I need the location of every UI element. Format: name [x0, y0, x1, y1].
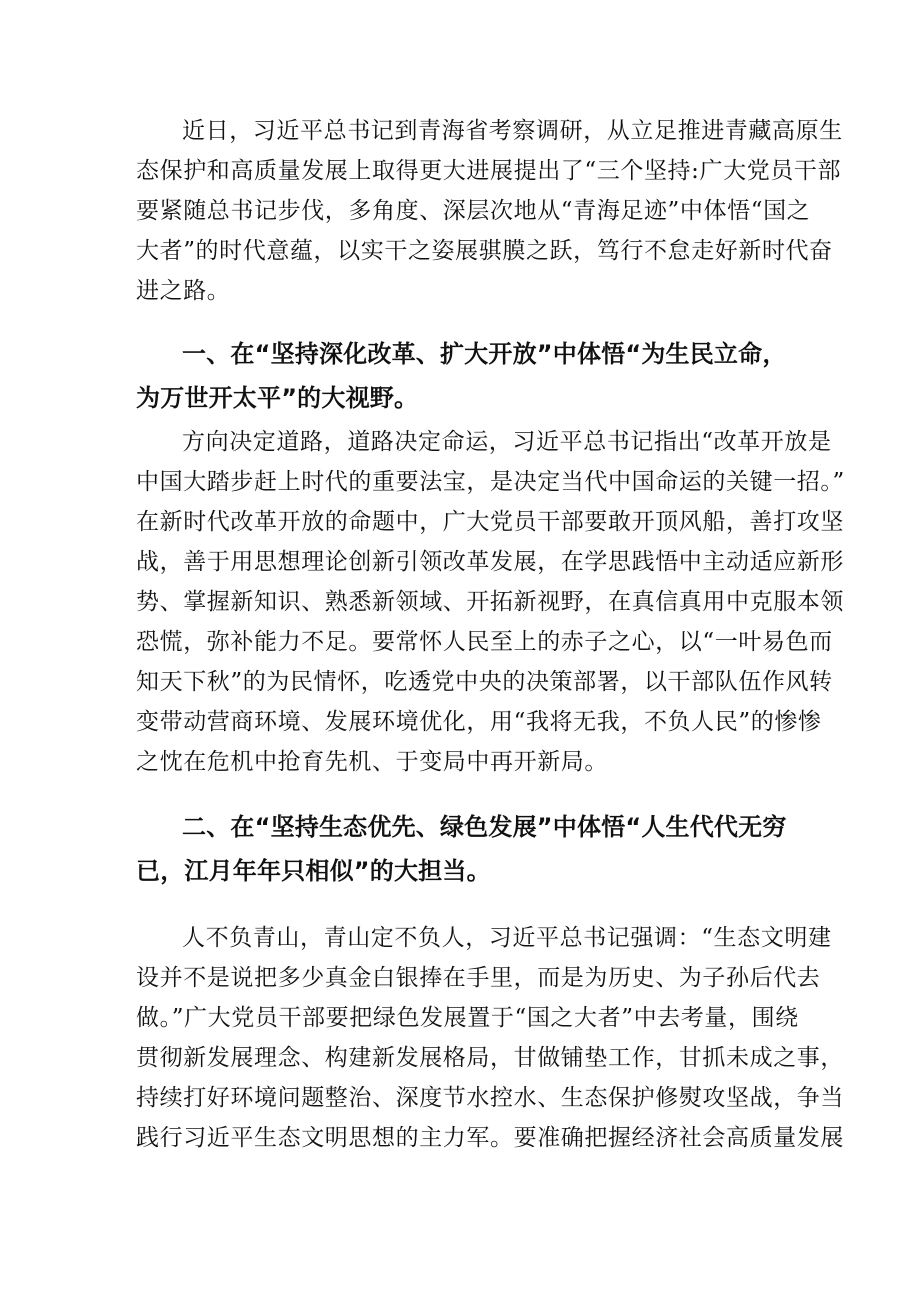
heading-line: 为万世开太平”的大视野。 — [136, 384, 419, 412]
text-line: 设并不是说把多少真金白银捧在手里，而是为历史、为子孙后代去 — [136, 965, 821, 991]
text-line: 大者”的时代意蕴，以实干之姿展骐膜之跃，笃行不怠走好新时代奋 — [136, 238, 833, 264]
heading-line: 一、在“坚持深化改革、扩大开放”中体悟“为生民立命， — [182, 340, 787, 368]
text-line: 战，善于用思想理论创新引领改革发展，在学思践悟中主动适应新形 — [136, 549, 844, 575]
text-line: 变带动营商环境、发展环境优化，用“我将无我，不负人民”的惨惨 — [136, 709, 822, 735]
text-line: 近日，习近平总书记到青海省考察调研，从立足推进青藏高原生 — [182, 118, 843, 144]
text-line: 之忱在危机中抢育先机、于变局中再开新局。 — [136, 749, 608, 775]
heading-line: 已，江月年年只相似”的大担当。 — [136, 857, 491, 885]
text-line: 势、掌握新知识、熟悉新领域、开拓新视野，在真信真用中克服本领 — [136, 589, 844, 615]
intro-paragraph — [136, 111, 843, 311]
text-line: 人不负青山，青山定不负人，习近平总书记强调：“生态文明建 — [182, 925, 832, 951]
text-line: 做。”广大党员干部要把绿色发展置于“国之大者”中去考量，围绕 — [136, 1005, 799, 1031]
section-1-paragraph — [136, 422, 845, 782]
text-line: 持续打好环境问题整治、深度节水控水、生态保护修熨攻坚战，争当 — [136, 1085, 844, 1111]
text-line: 态保护和高质量发展上取得更大进展提出了“三个坚持:广大党员干部 — [136, 158, 842, 184]
text-line: 恐慌，弥补能力不足。要常怀人民至上的赤子之心，以“一叶易色而 — [136, 629, 833, 655]
text-line: 进之路。 — [136, 278, 231, 304]
text-line: 方向决定道路，道路决定命运，习近平总书记指出“改革开放是 — [182, 429, 832, 455]
text-line: 在新时代改革开放的命题中，广大党员干部要敢开顶风船，善打攻坚 — [136, 509, 844, 535]
text-line: 知天下秋”的为民情怀，吃透党中央的决策部署，以干部队伍作风转 — [136, 669, 833, 695]
section-2-paragraph — [136, 918, 844, 1158]
section-heading-1 — [136, 332, 796, 420]
text-line: 贯彻新发展理念、构建新发展格局，甘做铺垫工作，甘抓未成之事， — [136, 1045, 844, 1071]
text-line: 中国大踏步赶上时代的重要法宝，是决定当代中国命运的关键一招。” — [136, 469, 845, 495]
text-line: 践行习近平生态文明思想的主力军。要准确把握经济社会高质量发展 — [136, 1125, 844, 1151]
heading-line: 二、在“坚持生态优先、绿色发展”中体悟“人生代代无穷 — [182, 813, 787, 841]
section-heading-2 — [136, 805, 796, 893]
text-line: 要紧随总书记步伐，多角度、深层次地从“青海足迹”中体悟“国之 — [136, 198, 811, 224]
